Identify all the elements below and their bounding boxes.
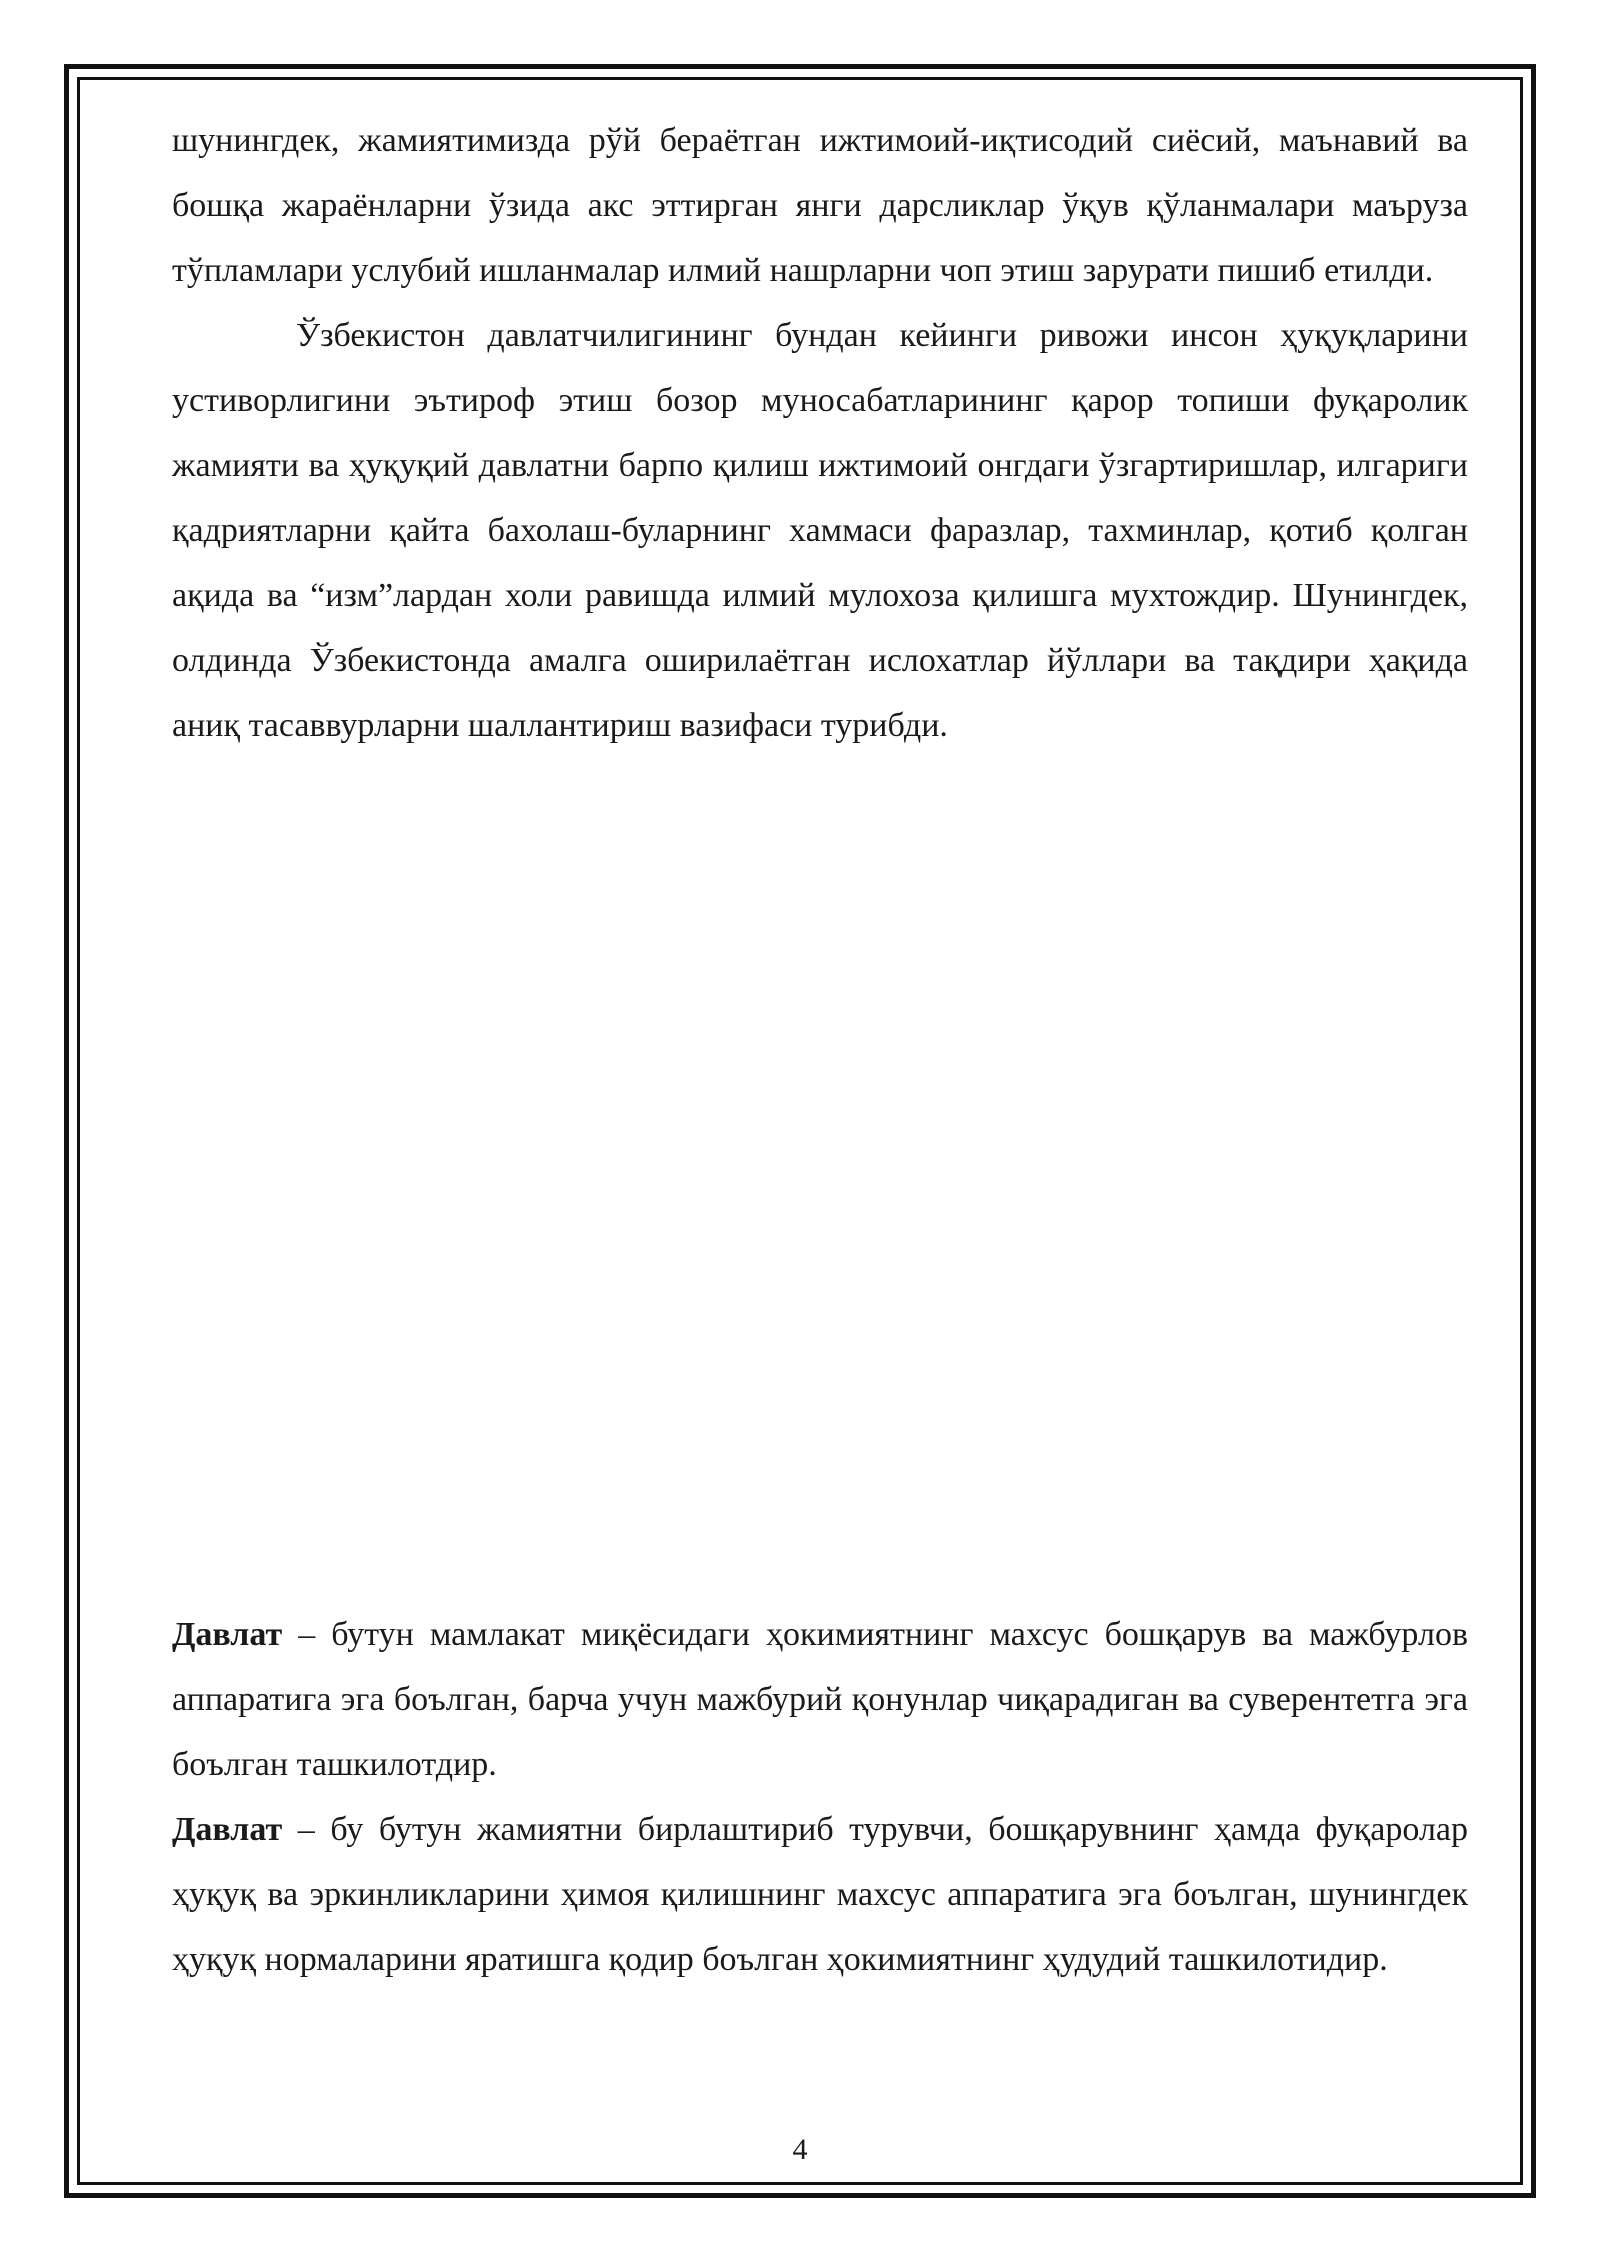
definition-text: – бутун мамлакат миқёсидаги ҳокимиятнинг махсус бошқарув ва мажбурлов аппаратига эга боълган, барча учун мажбурий қонунлар чиқарадиган ва суверентетга эга боълган ташкилотдир.: [172, 1616, 1468, 1783]
page-number: 4: [792, 2133, 808, 2166]
definition-text: – бу бутун жамиятни бирлаштириб турувчи, бошқарувнинг ҳамда фуқаролар ҳуқуқ ва эркинликларини ҳимоя қилишнинг махсус аппаратига эга боълган, шунингдек ҳуқуқ нормаларини яратишга қодир боълган ҳокимиятнинг ҳудудий ташкилотидир.: [172, 1811, 1468, 1978]
definition-term: Давлат: [172, 1616, 283, 1653]
paragraph-1: шунингдек, жамиятимизда рўй бераётган ижтимоий-иқтисодий сиёсий, маънавий ва бошқа жараёнларни ўзида акс эттирган янги дарсликлар ўқув қўланмалари маъруза тўпламлари услубий ишланмалар илмий нашрларни чоп этиш зарурати пишиб етилди.: [172, 122, 1468, 289]
paragraph-2: Ўзбекистон давлатчилигининг бундан кейинги ривожи инсон ҳуқуқларини устиворлигини эътироф этиш бозор муносабатларининг қарор топиши фуқаролик жамияти ва ҳуқуқий давлатни барпо қилиш ижтимоий онгдаги ўзгартиришлар, илгариги қадриятларни қайта бахолаш-буларнинг хаммаси фаразлар, тахминлар, қотиб қолган ақида ва “изм”лардан холи равишда илмий мулохоза қилишга мухтождир. Шунингдек, олдинда Ўзбекистонда амалга оширилаётган ислохатлар йўллари ва тақдири ҳақида аниқ тасаввурларни шаллантириш вазифаси турибди.: [172, 317, 1468, 744]
definitions-block: [172, 1602, 1468, 1992]
definition-term: Давлат: [172, 1811, 283, 1848]
definition-2: [172, 1797, 1468, 1992]
main-text: [172, 108, 1468, 758]
definition-1: [172, 1602, 1468, 1797]
